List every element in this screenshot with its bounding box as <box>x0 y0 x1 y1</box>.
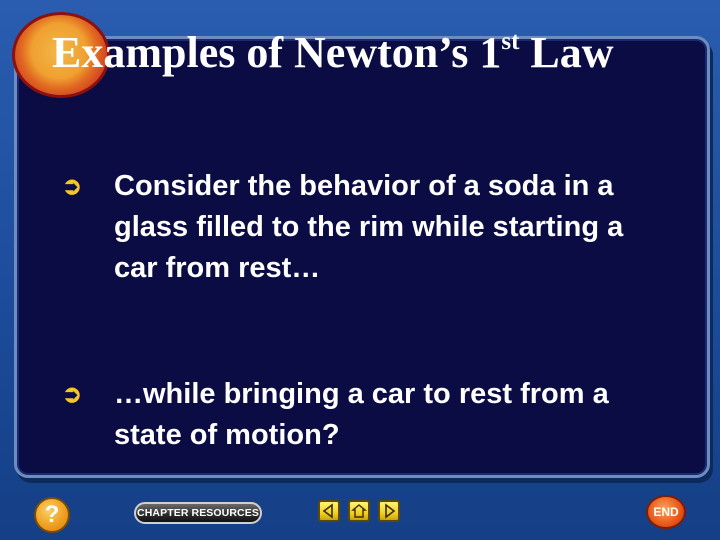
bullet-text-2: …while bringing a car to rest from a state of motion? <box>114 378 609 451</box>
arrow-left-icon <box>321 503 337 519</box>
previous-button[interactable] <box>318 500 340 522</box>
bullet-arrow-icon: ➲ <box>62 381 83 408</box>
bullet-text-1: Consider the behavior of a soda in a glass filled to the rim while starting a car from rest… <box>114 170 624 284</box>
footer-bar <box>0 480 720 540</box>
title-main: Examples of Newton’s 1 <box>52 28 502 77</box>
title-superscript: st <box>501 28 520 55</box>
help-button[interactable]: ? <box>34 497 70 533</box>
home-icon <box>351 503 367 519</box>
arrow-right-icon <box>381 503 397 519</box>
slide-title <box>52 24 712 89</box>
bullet-item-1 <box>62 166 674 289</box>
chapter-resources-button[interactable]: CHAPTER RESOURCES <box>134 502 262 524</box>
home-button[interactable] <box>348 500 370 522</box>
title-end: Law <box>519 28 614 77</box>
next-button[interactable] <box>378 500 400 522</box>
bullet-item-2 <box>62 374 674 456</box>
end-button[interactable]: END <box>646 495 686 529</box>
bullet-arrow-icon: ➲ <box>62 173 83 200</box>
